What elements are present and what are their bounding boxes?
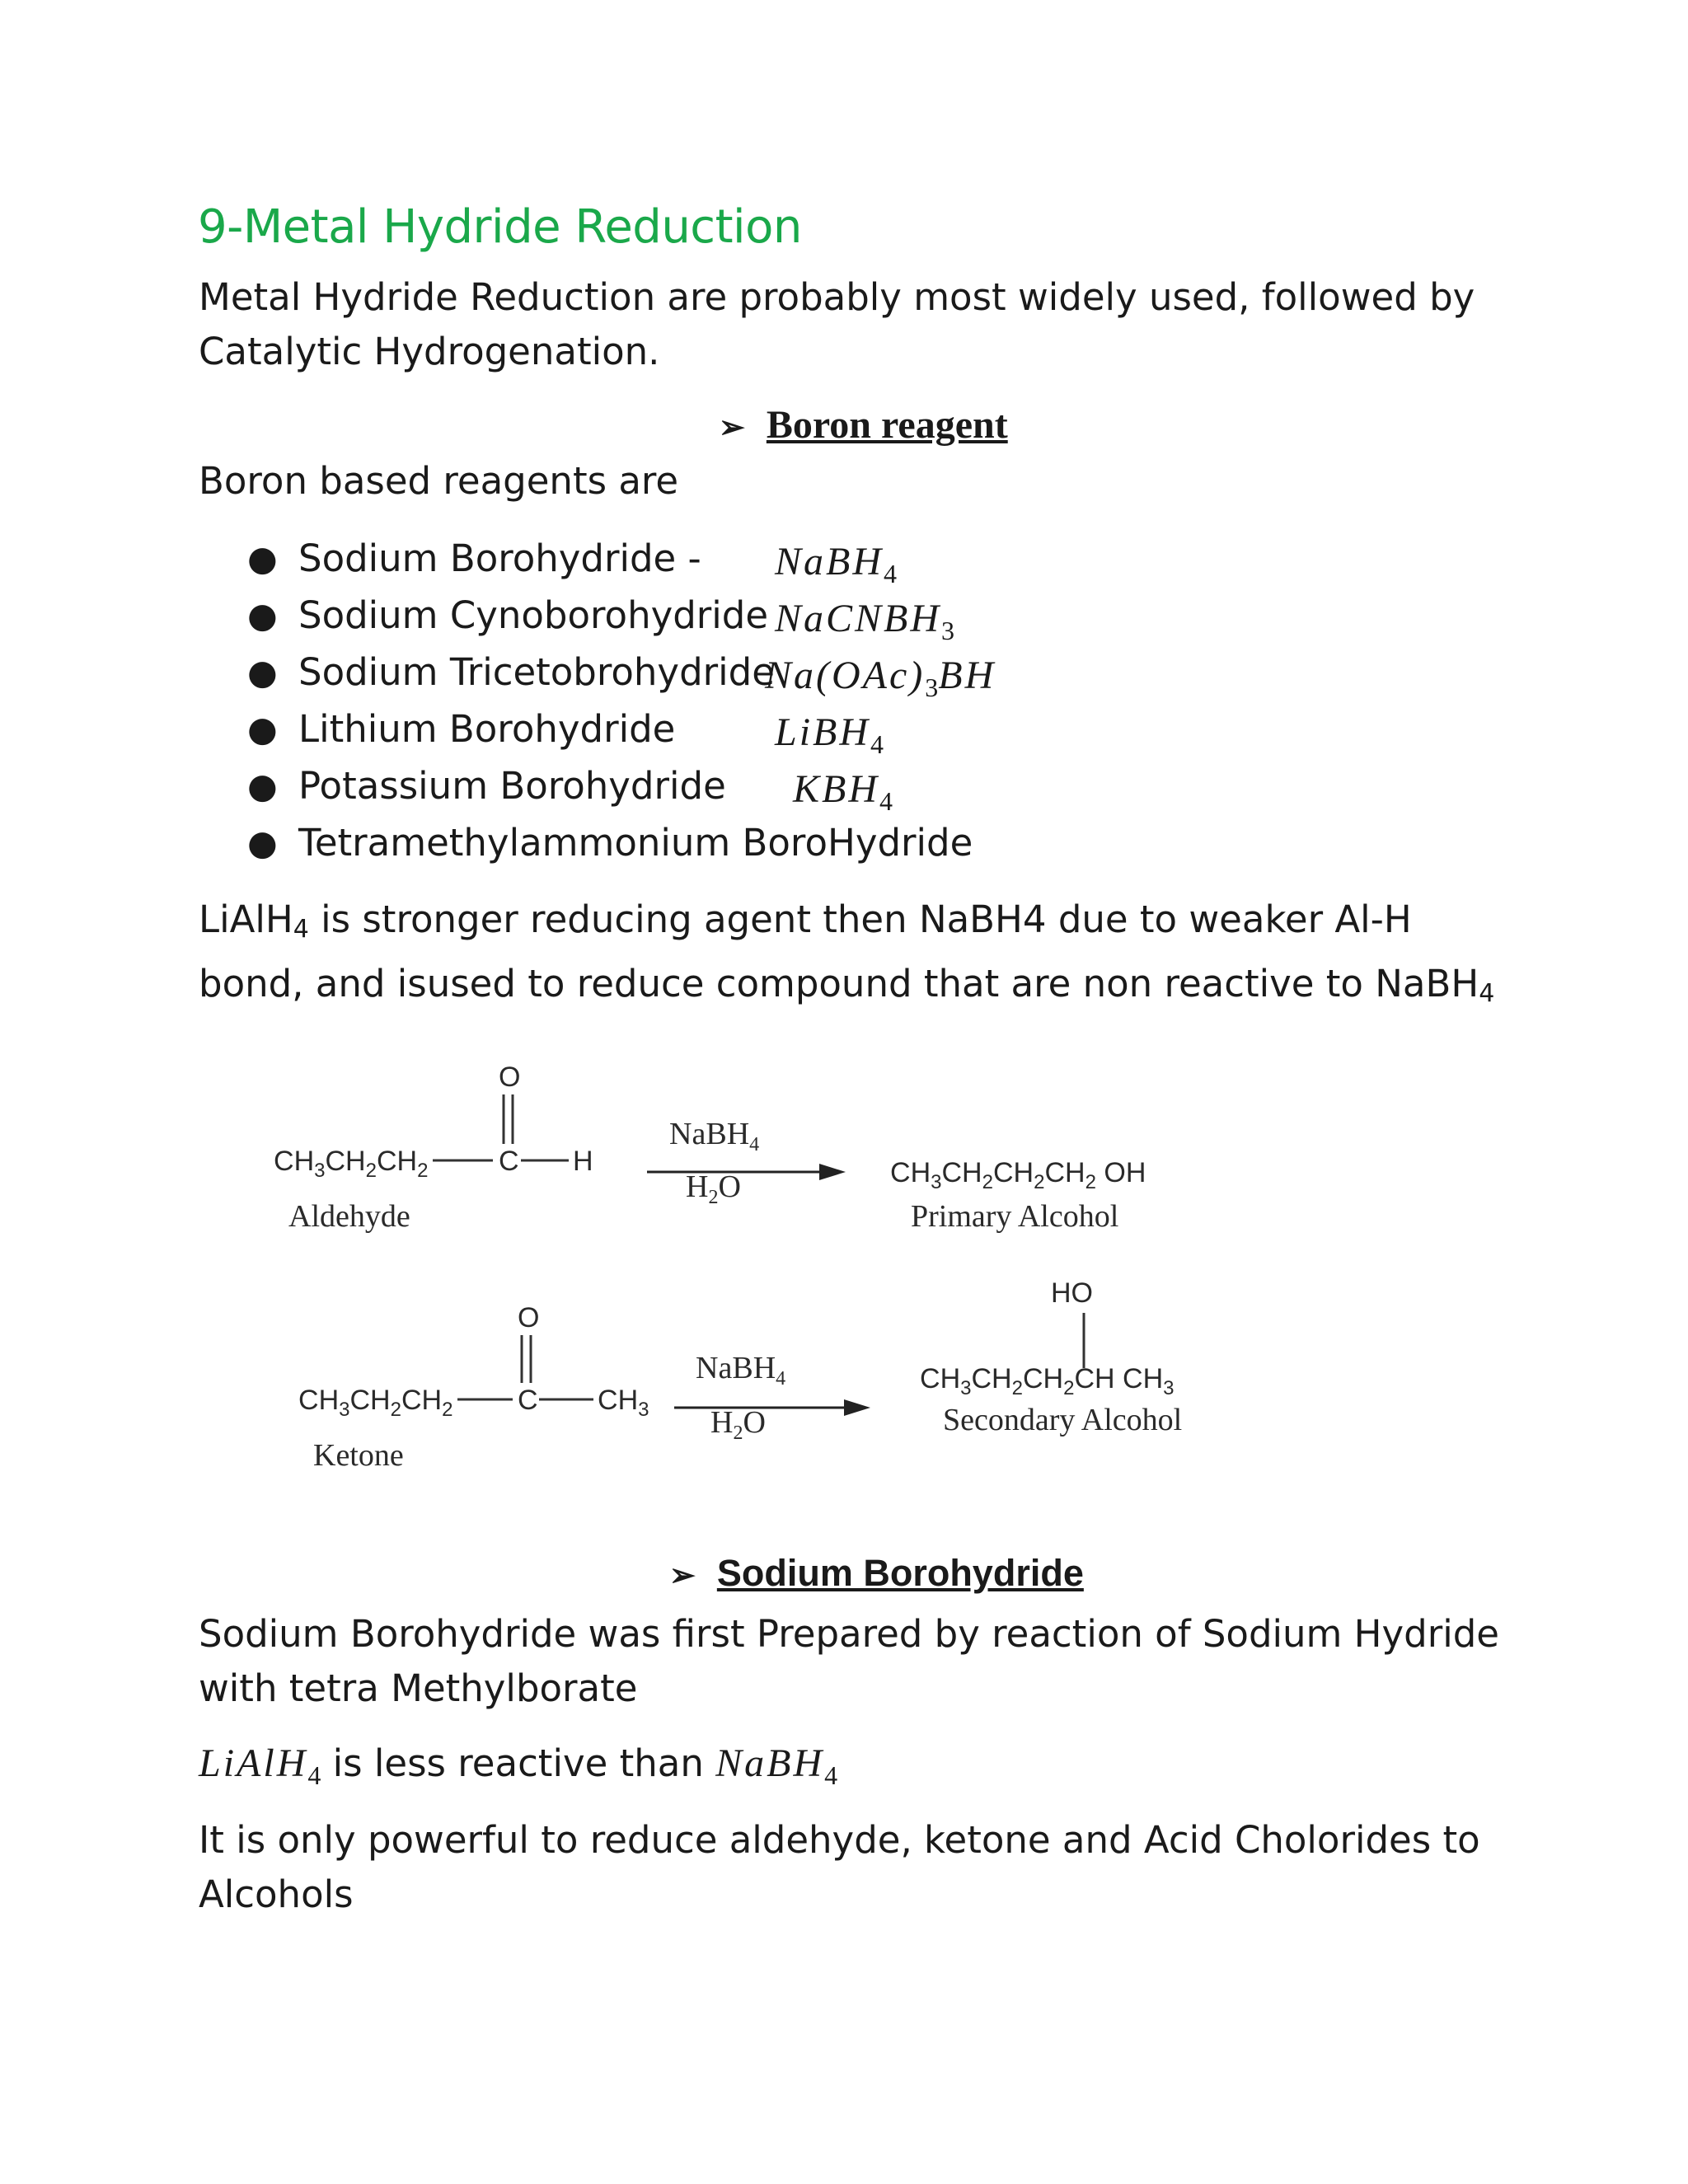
- arrow-head-icon: [844, 1399, 870, 1416]
- ketone-methyl: $CH_3$: [598, 1385, 649, 1421]
- carbonyl-oxygen: O: [499, 1062, 521, 1093]
- bullet-icon: ●: [247, 823, 278, 863]
- boron-heading: [719, 402, 1008, 448]
- sodium-borohydride-heading: [669, 1552, 1084, 1595]
- carbonyl-oxygen: O: [518, 1302, 540, 1333]
- reagent-formula: NaCNBH$_3$: [775, 597, 955, 645]
- arrow-bullet-icon: ➢: [719, 410, 745, 445]
- secondary-alcohol-label: Secondary Alcohol: [943, 1403, 1183, 1437]
- reagent-formula: LiBH$_4$: [775, 710, 884, 759]
- reagent-name: Sodium Borohydride -: [298, 537, 701, 580]
- bullet-icon: ●: [247, 766, 278, 806]
- sodium-heading-text: Sodium Borohydride: [716, 1552, 1084, 1594]
- intro-paragraph: Metal Hydride Reduction are probably most widely used, followed by Catalytic Hydrogenation.: [199, 275, 1475, 373]
- reagent-formula: $Na(OAc)_3BH$: [765, 654, 996, 702]
- reaction-scheme: [198, 1038, 1253, 1500]
- secondary-alcohol-formula: $CH_3CH_2CH_2CH$ $CH_3$: [920, 1363, 1175, 1399]
- bullet-icon: ●: [247, 709, 278, 749]
- reagent-label: NaBH$_4$: [696, 1351, 786, 1390]
- ketone-label: Ketone: [313, 1438, 404, 1473]
- reagent-name: Sodium Cynoborohydride: [298, 593, 769, 637]
- aldehyde-hydrogen: H: [573, 1146, 593, 1177]
- boron-heading-text: Boron reagent: [766, 403, 1008, 447]
- bullet-icon: ●: [247, 595, 278, 635]
- sodium-paragraph-3: It is only powerful to reduce aldehyde, ketone and Acid Cholorides to Alcohols: [199, 1818, 1480, 1916]
- primary-alcohol-formula: $CH_3CH_2CH_2CH_2$ OH: [890, 1157, 1146, 1193]
- aldehyde-label: Aldehyde: [288, 1199, 410, 1234]
- lialh4-paragraph: LiAlH$_4$ is stronger reducing agent then NaBH4 due to weaker Al-H bond, and isused to reduce compound that are non reactive to NaBH$_4$: [199, 898, 1495, 1008]
- boron-lead-text: Boron based reagents are: [199, 459, 679, 503]
- reagent-name: Tetramethylammonium BoroHydride: [298, 821, 973, 865]
- reagent-formula: $KBH_4$: [793, 767, 893, 816]
- aldehyde-reaction: [274, 1062, 1146, 1234]
- reagent-name: Sodium Tricetobrohydride: [298, 650, 775, 694]
- hydroxyl-group: HO: [1051, 1277, 1093, 1309]
- ketone-reaction: [298, 1277, 1182, 1473]
- arrow-bullet-icon: ➢: [669, 1558, 696, 1593]
- bullet-icon: ●: [247, 652, 278, 692]
- page-title: 9-Metal Hydride Reduction: [198, 200, 802, 254]
- arrow-head-icon: [819, 1164, 846, 1180]
- solvent-label: $H_2O$: [686, 1169, 741, 1208]
- solvent-label: $H_2O$: [710, 1405, 766, 1444]
- reagent-name: Potassium Borohydride: [298, 764, 726, 808]
- carbonyl-carbon: C: [499, 1146, 519, 1177]
- bullet-icon: ●: [247, 538, 278, 579]
- primary-alcohol-label: Primary Alcohol: [911, 1199, 1119, 1234]
- reagent-label: NaBH$_4$: [669, 1117, 760, 1155]
- ketone-chain: $CH_3CH_2CH_2$: [298, 1385, 453, 1421]
- reagent-formula: NaBH$_4$: [775, 540, 897, 588]
- sodium-paragraph-2: LiAlH$_4$ is less reactive than NaBH$_4$: [199, 1741, 838, 1790]
- carbonyl-carbon: C: [518, 1385, 538, 1416]
- aldehyde-chain: $CH_3CH_2CH_2$: [274, 1146, 429, 1182]
- sodium-paragraph-1: Sodium Borohydride was first Prepared by reaction of Sodium Hydride with tetra Methylborate: [199, 1612, 1499, 1710]
- reagent-name: Lithium Borohydride: [298, 707, 676, 751]
